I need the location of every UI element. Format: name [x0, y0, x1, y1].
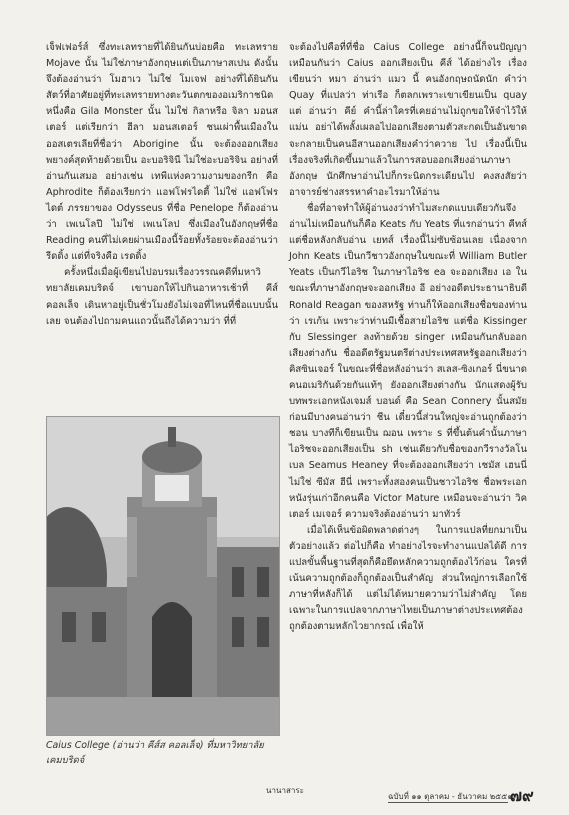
- photo-caption: Caius College (อ่านว่า คีส์ส คอลเล็จ) ที่มหาวิทยาลัยเคมบริดจ์: [46, 740, 264, 766]
- caius-college-photo: [46, 416, 280, 736]
- page-number: ๗๙: [510, 786, 534, 805]
- building-illustration: [47, 417, 279, 735]
- right-paragraph-3: เมื่อได้เห็นข้อผิดพลาดต่างๆ ในการแปลที่ยกมาเป็นตัวอย่างแล้ว ต่อไปก็คือ ทำอย่างไรจะทำงานแปลได้ดี การแปลขั้นพื้นฐานที่สุดก็คือยึดหลักความถูกต้องไว้ก่อน ใครที่เน้นความถูกต้องก็ถูกต้องเป็นสำคัญ ส่วนใหญ่การเลือกใช้ภาษาที่หลังก็ได้ แต่ไม่ได้หมายความว่าไม่สำคัญ โดยเฉพาะในการแปลจากภาษาไทยเป็นภาษาต่างประเทศต้องถูกต้องตามหลักไวยากรณ์ เพื่อให้: [289, 524, 527, 633]
- left-paragraph-1: เจ็ฟเฟอร์ส์ ซึ่งทะเลทรายที่ได้ยินกันบ่อยคือ ทะเลทราย Mojave นั้น ไม่ใช่ภาษาอังกฤษแต่เป็นภาษาสเปน ดังนั้น จึงต้องอ่านว่า โมฮาเว ไม่ใช่ โมเจฟ อย่างที่ได้ยินกัน สัตว์ที่อาศัยอยู่ที่ทะเลทรายทางตะวันตกของอเมริกาชนิดหนึ่งคือ Gila Monster นั้น ไม่ใช่ กิลาหรือ จิลา มอนสเตอร์ แต่เรียกว่า ฮีลา มอนสเตอร์ ชนเผ่าพื้นเมืองในออสเตรเลียที่ชื่อว่า Aborigine นั้น จะต้องออกเสียงพยางค์สุดท้ายด้วยเป็น อะบอริจินี ไม่ใช่อะบอริจิน อย่างที่อ่านกันเสมอ อย่างเช่น เทพีแห่งความงามของกรีก คือ Aphrodite ก็ต้องเรียกว่า แอฟโฟรไดตี้ ไม่ใช่ แอฟโฟรไดต์ ภรรยาของ Odysseus ที่ชื่อ Penelope ก็ต้องอ่านว่า เพเนโลปี ไม่ใช่ เพเนโลป ซึ่งเมืองในอังกฤษที่ชื่อ Reading คนที่ไม่เคยผ่านเมืองนี้ร้อยทั้งร้อยจะต้องอ่านว่า รีดดิ้ง แต่ที่จริงคือ เรดดิ้ง: [46, 42, 278, 263]
- issue-info: ฉบับที่ ๑๑ ตุลาคม - ธันวาคม ๒๕๕๑: [388, 792, 513, 801]
- page-footer: [0, 784, 569, 808]
- footer-rule: [388, 802, 508, 803]
- right-paragraph-1: จะต้องไปคือที่ที่ชื่อ Caius College อย่างนี้ก็จนปัญญาเหมือนกันว่า Caius ออกเสียงเป็น คีส์ ได้อย่างไร เรื่องเขียนว่า หมา อ่านว่า แมว นี้ คนอังกฤษถนัดนัก คำว่า Quay ที่แปลว่า ท่าเรือ ก็ตลกเพราะเขาเขียนเป็น quay แต่ อ่านว่า คีย์ คำนี้ล่าใครที่เคยอ่านไม่ถูกขอให้จำไว้ให้แม่น อย่าได้พลั้งเผลอไปออกเสียงตามตัวสะกดเป็นอันขาด จะกลายเป็นคนอีสานออกเสียงคำว่าควาย ไป เรื่องนี้เป็นเรื่องจริงที่เกิดขึ้นมาแล้วในการสอบออกเสียงอ่านภาษาอังกฤษ นักศึกษาอ่านไปก็กระนิดกระเดียนไป คงสงสัยว่าอาจารย์ช่างสรรหาคำอะไรมาให้อ่าน: [289, 42, 527, 198]
- publisher-logo: นานาสาระ: [266, 786, 304, 795]
- right-paragraph-2: ชื่อที่อาจทำให้ผู้อ่านงงว่าทำไมสะกดแบบเดียวกันจึงอ่านไม่เหมือนกันก็คือ Keats กับ Yeats ที่แรกอ่านว่า คีทส์ แต่ชื่อหลังกลับอ่าน เยทส์ เรื่องนี้ไม่ซับซ้อนเลย เนื่องจาก John Keats เป็นกวีชาวอังกฤษในขณะที่ William Butler Yeats เป็นกวีไอริช ในภาษาไอริช ea จะออกเสียง เอ ในขณะที่ภาษาอังกฤษจะออกเสียง อี อย่างอดีตประธานาธิบดี Ronald Reagan ของสหรัฐ ท่านก็ให้ออกเสียงชื่อของท่านว่า เรเก้น เพราะว่าท่านมีเชื้อสายไอริช แต่ชื่อ Kissinger กับ Slessinger ลงท้ายด้วย singer เหมือนกันกลับออกเสียงต่างกัน ชื่ออดีตรัฐมนตรีต่างประเทศสหรัฐออกเสียงว่า คิสซินเจอร์ ในขณะที่ชื่อหลังอ่านว่า สเลส-ซิงเกอร์ นี่ขนาดคนอเมริกันด้วยกันแท้ๆ ยังออกเสียงต่างกัน นักแสดงผู้รับบทพระเอกหนังเจมส์ บอนด์ คือ Sean Connery นั้นสมัยก่อนมีบางคนอ่านว่า ชีน เดี๋ยวนี้ส่วนใหญ่จะอ่านถูกต้องว่า ชอน บางทีก็เขียนเป็น ฌอน เพราะ s ที่ขึ้นต้นคำนั้นภาษาไอริชจะออกเสียงเป็น sh เช่นเดียวกับชื่อของกวีรางวัลโนเบล Seamus Heaney ที่จะต้องออกเสียงว่า เชมัส เฮนนี่ ไม่ใช่ ซีมัส ฮีนี่ เพราะทั้งสองคนเป็นชาวไอริช ชื่อพระเอกหนังรุ่นเก่าอีกคนคือ Victor Mature เหมือนจะอ่านว่า วิคเตอร์ เมเจอร์ ความจริงต้องอ่านว่า มาทัวร์: [289, 202, 527, 520]
- right-text-column: [289, 40, 527, 635]
- left-paragraph-2: ครั้งหนึ่งเมื่อผู้เขียนไปอบรมเรื่องวรรณคดีที่มหาวิทยาลัยเคมบริดจ์ เขาบอกให้ไปกินอาหารเช้าที่ คีส์ คอลเล็จ เดินหาอยู่เป็นชั่วโมงยังไม่เจอที่ไหนที่ชื่อแบบนั้นเลย จนต้องไปถามคนแถวนั้นถึงได้ความว่า ที่ที่: [46, 267, 278, 327]
- left-text-column: [46, 40, 278, 330]
